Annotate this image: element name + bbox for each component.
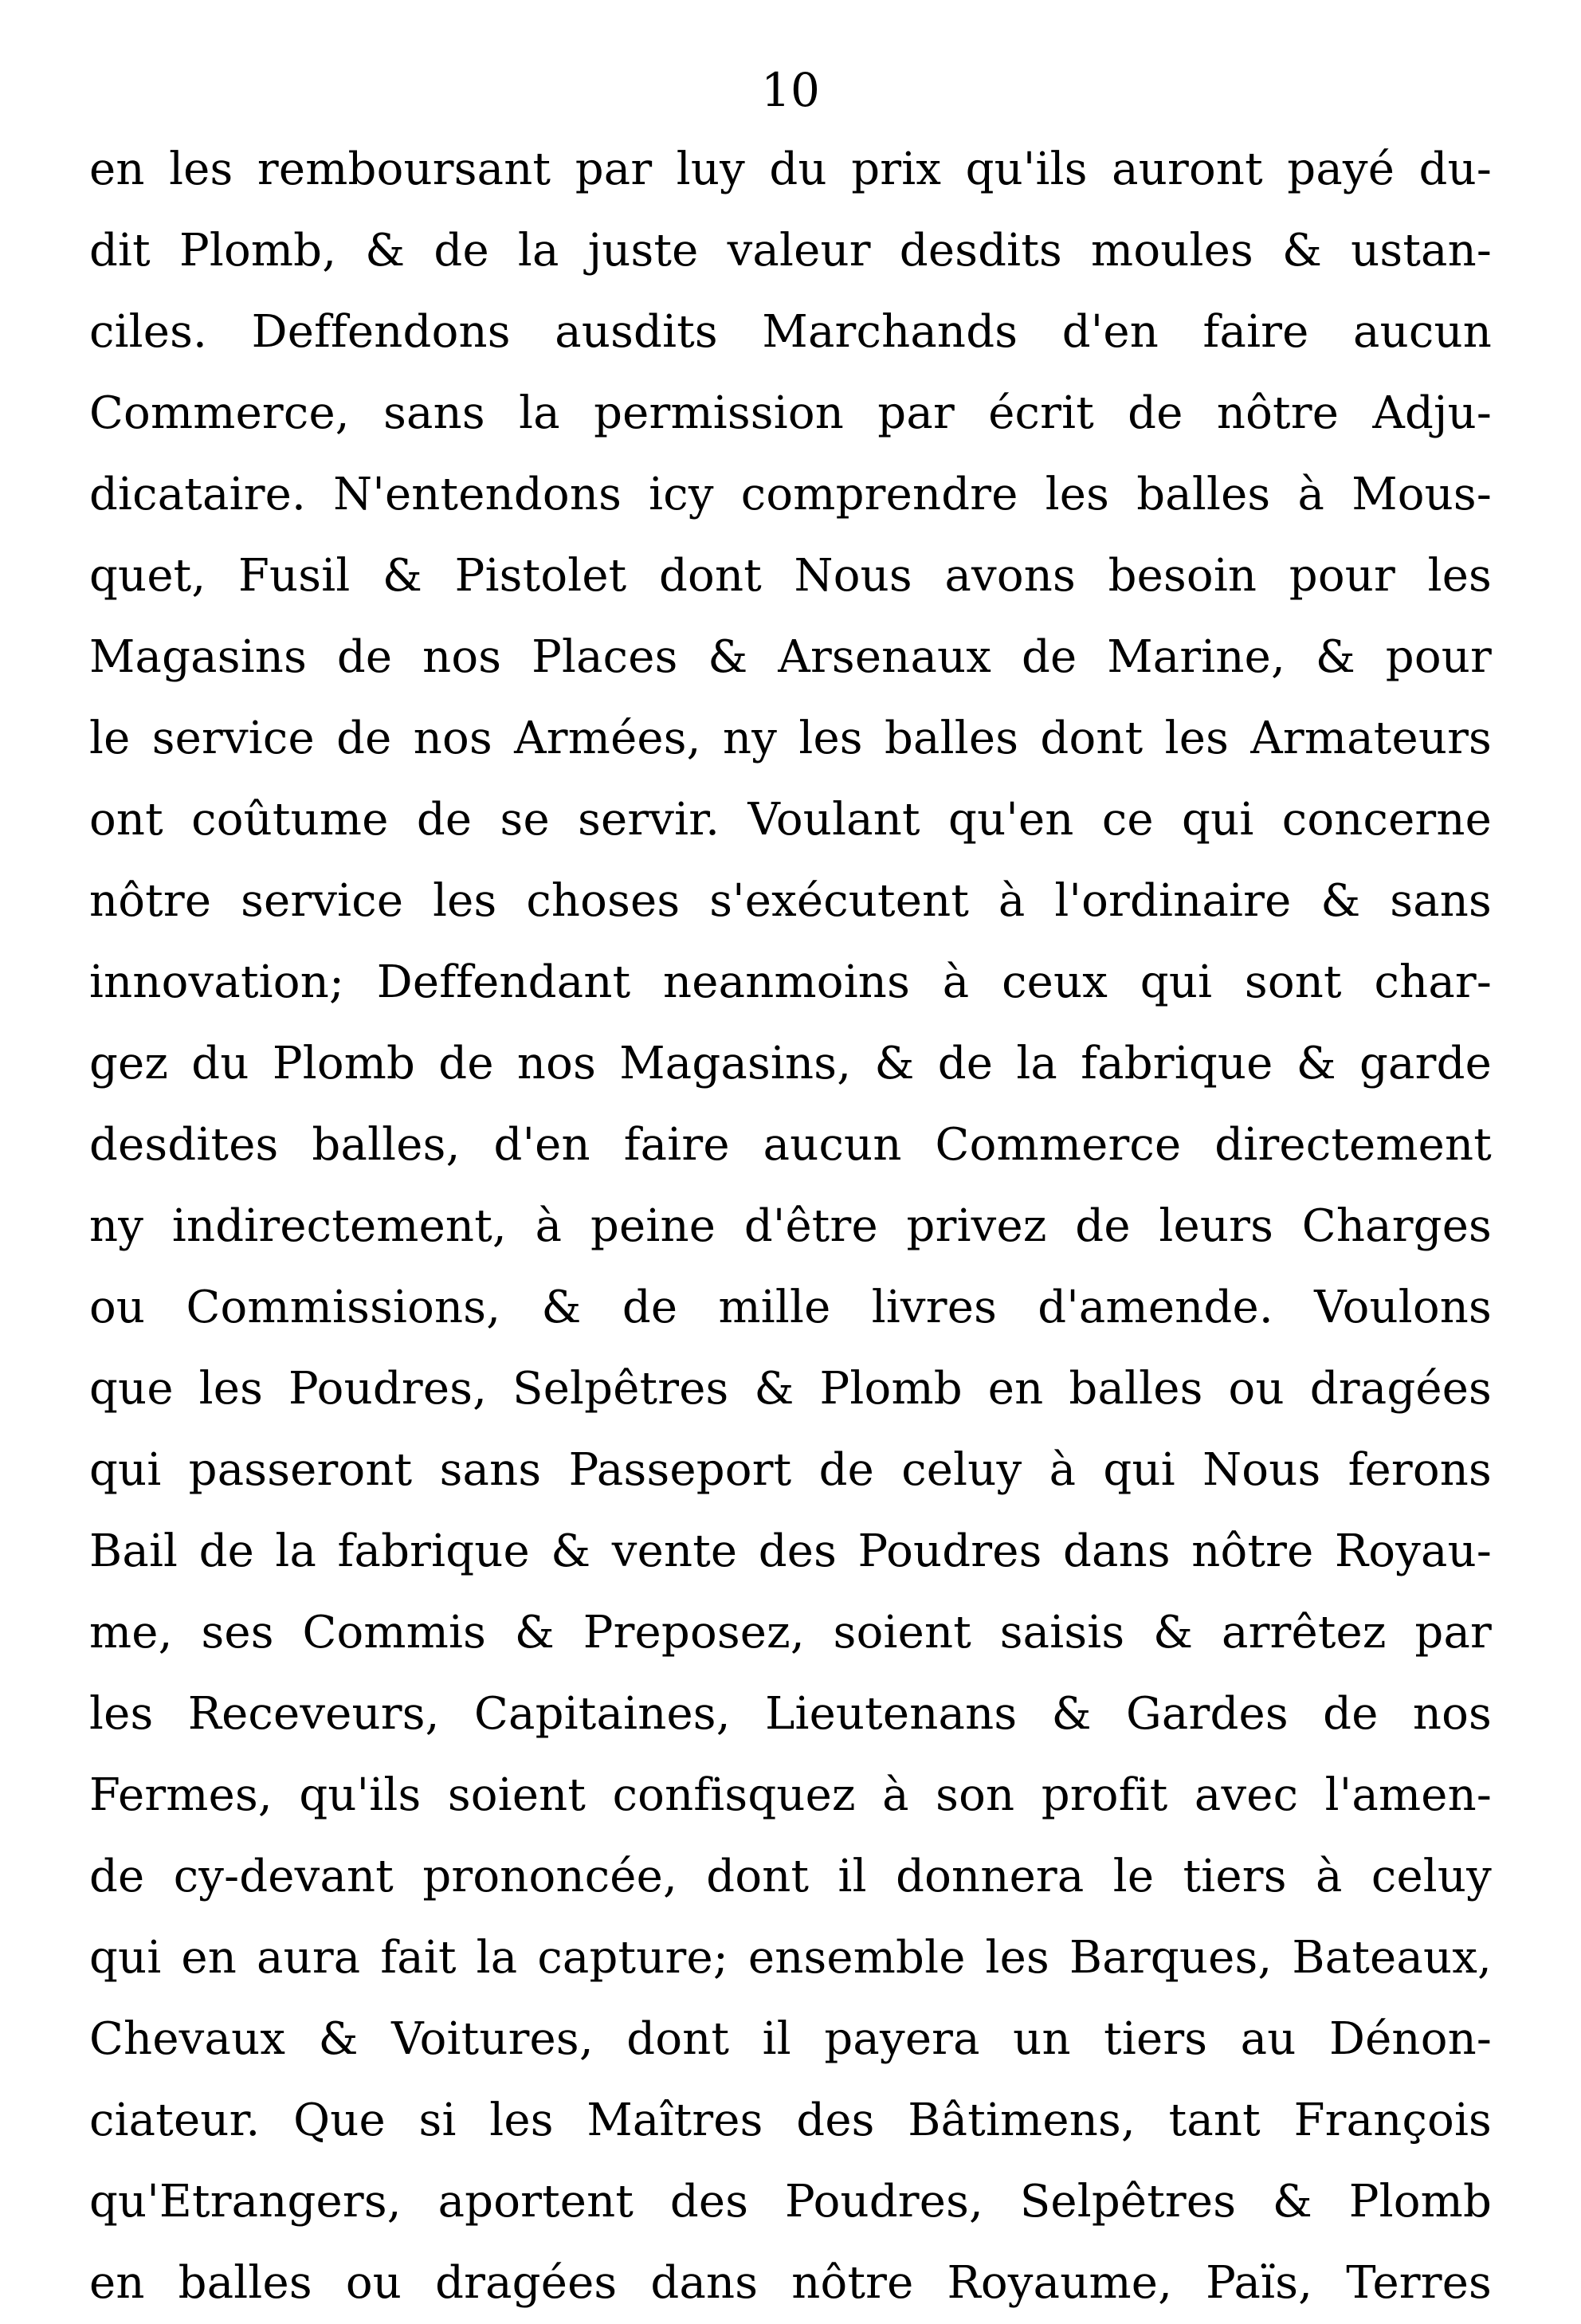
text-line: en balles ou dragées dans nôtre Royaume, Païs, Terres [89, 2257, 1492, 2309]
text-line: ny indirectement, à peine d'être privez de leurs Charges [89, 1200, 1492, 1252]
text-line: Chevaux & Voitures, dont il payera un tiers au Dénon- [89, 2013, 1492, 2065]
text-line: Bail de la fabrique & vente des Poudres dans nôtre Royau- [89, 1525, 1492, 1577]
text-line: me, ses Commis & Preposez, soient saisis & arrêtez par [89, 1607, 1492, 1659]
text-line: ciateur. Que si les Maîtres des Bâtimens, tant François [89, 2094, 1492, 2146]
body-text [89, 129, 1492, 2324]
text-line: ont coûtume de se servir. Voulant qu'en ce qui concerne [89, 794, 1492, 846]
text-line: que les Poudres, Selpêtres & Plomb en balles ou dragées [89, 1363, 1492, 1415]
text-line: gez du Plomb de nos Magasins, & de la fabrique & garde [89, 1038, 1492, 1089]
page-number: 10 [761, 63, 820, 117]
text-line: les Receveurs, Capitaines, Lieutenans & Gardes de nos [89, 1688, 1492, 1740]
text-line: dit Plomb, & de la juste valeur desdits moules & ustan- [89, 225, 1492, 277]
text-line: Magasins de nos Places & Arsenaux de Marine, & pour [89, 631, 1492, 683]
text-line: qui en aura fait la capture; ensemble les Barques, Bateaux, [89, 1932, 1492, 1984]
text-line: qui passeront sans Passeport de celuy à qui Nous ferons [89, 1444, 1492, 1496]
text-line: nôtre service les choses s'exécutent à l'ordinaire & sans [89, 875, 1492, 927]
text-line: qu'Etrangers, aportent des Poudres, Selpêtres & Plomb [89, 2176, 1492, 2228]
text-line: innovation; Deffendant neanmoins à ceux qui sont char- [89, 956, 1492, 1008]
text-line: Fermes, qu'ils soient confisquez à son profit avec l'amen- [89, 1769, 1492, 1821]
text-line: le service de nos Armées, ny les balles dont les Armateurs [89, 713, 1492, 764]
text-line: Commerce, sans la permission par écrit de nôtre Adju- [89, 387, 1492, 439]
text-line: desdites balles, d'en faire aucun Commerce directement [89, 1119, 1492, 1171]
text-line: de cy-devant prononcée, dont il donnera le tiers à celuy [89, 1851, 1492, 1902]
text-line: quet, Fusil & Pistolet dont Nous avons besoin pour les [89, 550, 1492, 602]
text-line: en les remboursant par luy du prix qu'ils auront payé du- [89, 143, 1492, 195]
text-line: dicataire. N'entendons icy comprendre les balles à Mous- [89, 469, 1492, 520]
text-line: ou Commissions, & de mille livres d'amende. Voulons [89, 1282, 1492, 1333]
text-line: ciles. Deffendons ausdits Marchands d'en faire aucun [89, 306, 1492, 358]
